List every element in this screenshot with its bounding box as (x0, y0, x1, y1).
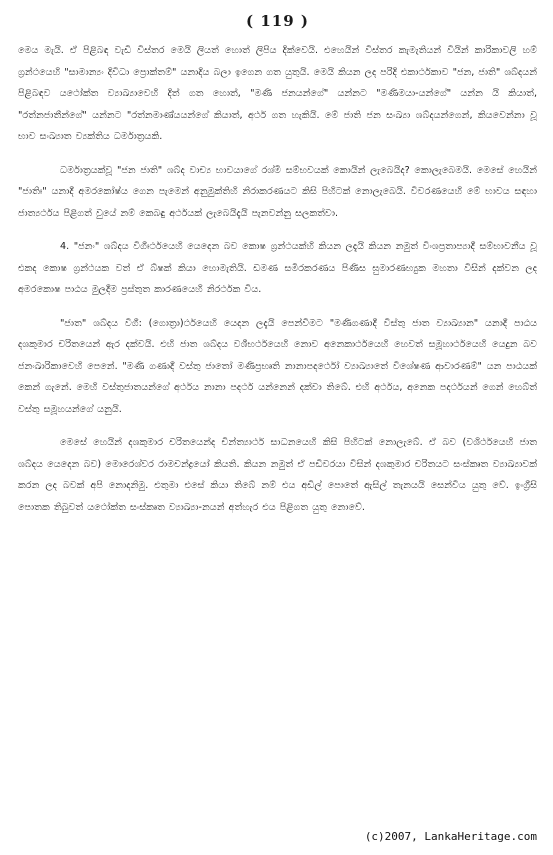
paragraph-5: මෙසේ හෙයින් දශකුමාර චරිතයෙන්ද චින්ත්‍යාර්ථ සාධනයෙහි කිසි පිහිටක් නොලැබේ. ඒ බව (වශිර්ථයෙහි ජාත ශබ්දය යෙදෙන බව) මොරෙශ්වර රාමචන්ද්‍රයෝ කියති. කියන නමුත් ඒ පඩිවරයා විසින් දශකුමාර චරිතයට සංස්කෘත ව්‍යාඛ්‍යාවක් කරන ලද බවක් අපි නොදනිමු. එතුමා එසේ කියා තිබේ නම් එය අඩිල් පොතේ ඇසිල් තැනයයි සෙන්විය යුතු වේ. ඉංග්‍රීසි පොතක තිබුවත් යථෝක්ත සංස්කෘත ව්‍යාඛ්‍යා-නයන් අත්හැර එය පිළිගත යුතු නොවේ. (18, 437, 537, 513)
paragraph-2: ධර්මාත්‍රයක්වූ "ජන ජාති" ශබ්ද වාච්‍ය භාවයාගේ රශ්මි සම්භවයක් කොයින් ලැබෙයිද? කොලැබෙමයි. මෙසේ හෙයින් "ජාතිඃ" යනාදී අමරකෝෂ්ය ගෙන පැමෙන් අනුමුක්තිහි නිරාකරණයට කිසි පිහිටක් නොලැබෙයි. විවරණයෙහි මේ භාවය සඳහා ජාත්‍යර්ථය පිළිගත් වුයේ නම් කෙබඳු අර්ථයක් ලැබෙයිදැයි පැනවන්නු සලකත්වා. (18, 164, 537, 219)
copyright-credit: (c)2007, LankaHeritage.com (364, 830, 537, 843)
paragraph-gap (18, 420, 537, 432)
paragraph-3: 4. "ජනං" ශබ්දය විගීඃර්ථයෙහි යෙදෙන බව කොෂ ග්‍රන්ථයක්හි කියන ලදැයි කියන නමුත් විංශප්‍රතාප්‍යාදී සම්භාවනීය වූ එකද කොෂ ග්‍රන්ථයක වත් ඒ බ්ෂක් කියා හොමැතියි. ඩමණ සමිරකරණය පිණිස ඝුමාරණභ්‍යුක මහතා විසින් දක්වන ලද අමරකොෂ පාඨය මුලදීම ප්‍රස්තුත කාරණයෙහි නිරර්ථක විය. (18, 241, 537, 295)
paragraph-gap (18, 148, 537, 160)
paragraph-gap (18, 301, 537, 313)
paragraph-gap (18, 224, 537, 236)
paragraph-1: මෙය මැයි. ඒ පිළිබඳ වැඩි විස්තර මෙයි ලියත් හොත් ලිපිය දික්වෙයි. එහෙයින් විස්තර කැමැතියන් වියින් කාරිකාවලි හම් ග්‍රන්ථයෙහි "සාමාන්‍යං දිවිධා ප්‍රොක්තම්" යනාදිය බලා ඉගෙන ගත යුතුයි. මෙයි කියන ලද පරිදි එකාර්ථකාව "ජන, ජාති" ශබ්දයන් පිළිබඳව යථෝක්ත ව්‍යාඛ්‍යාවෙහි දිත් ගත හොත්, "මණි ජනයන්ගේ" යන්නට "මණිමයා-යන්ගේ" යන්න යි කියාත්, "රත්නජාතීන්ගේ" යන්නට "රත්නමාණ්යයන්ගේ කියාත්, අර්ථ ගත හැකියි. මේ ජාති ජන සංඛ්‍යා ශබ්දයන්ගෙන්, කියවෙන්නා වූ භාව සංඛ්‍යාත ව්‍යක්තිය ධර්මාත්‍රයකි. (18, 45, 537, 142)
paragraph-4: "ජාත" ශබ්දය විගී: (ගොත්‍රා)ර්ථයෙහි යෙදන ලදැයි පෙන්වීමට "මණිගණාදී විස්තු ජාත ව්‍යාඛ්‍යාන" යනාදී පාඨය දශකුමාර චරිතයෙන් ඇර දක්වයි. එහි ජාත ශබ්දය වශීභර්ථයෙහි නොව අනෙකාර්ථයෙහි හෙවත් සමූහාර්ථයෙහි යෙදුන බව ජනංඛාරිකාවෙහි පෙනේ. "මණි ගණාදී වස්තු ජාතෝ මණිප්‍රභෘති නානාපදර්ථෝ ව්‍යාඛ්‍යාතේ විශේෂණ ආවාරණම්" යන පාඨයක් කෙන් ගැනේ. මෙහි වස්තුජාතයන්ගේ අර්ථය නානා පදර්ථ යන්නෙන් දක්වා තිබේ. එහි අර්ථය, අනෙක පදර්ථයන් ගෙන් හෙබ්ත් වස්තු සමූහයන්ගේ යනුයි. (18, 317, 537, 415)
page-number: ( 119 ) (246, 12, 309, 30)
